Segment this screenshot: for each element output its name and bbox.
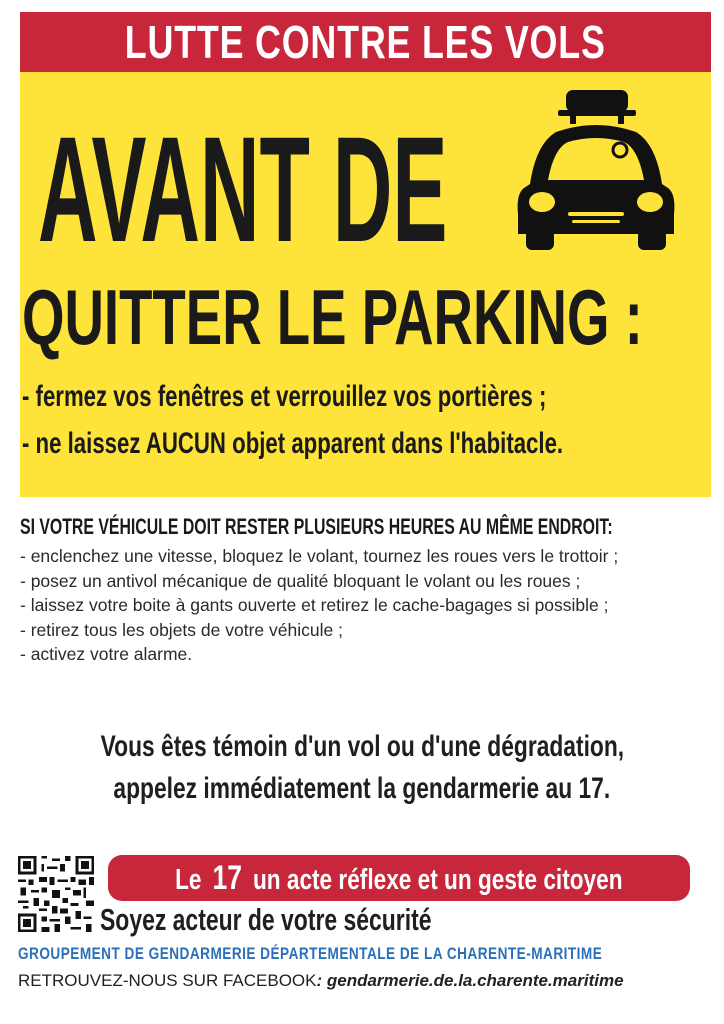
facebook-line xyxy=(18,971,624,991)
advice-item: - activez votre alarme. xyxy=(20,644,193,664)
headline-line1: AVANT DE xyxy=(38,105,448,273)
slogan-rest: un acte réflexe et un geste citoyen xyxy=(253,863,623,896)
headline-box xyxy=(20,72,711,497)
witness-text-2: appelez immédiatement la gendarmerie au 17. xyxy=(113,772,611,805)
advice-item: - posez un antivol mécanique de qualité bloquant le volant ou les roues ; xyxy=(20,570,581,591)
title-banner xyxy=(20,12,711,72)
facebook-label: RETROUVEZ-NOUS SUR FACEBOOK xyxy=(18,971,317,990)
facebook-handle[interactable]: : gendarmerie.de.la.charente.maritime xyxy=(316,971,624,990)
advice-item: - retirez tous les objets de votre véhicule ; xyxy=(20,619,343,640)
advice-list xyxy=(20,544,618,667)
advice-item: - enclenchez une vitesse, bloquez le volant, tournez les roues vers le trottoir ; xyxy=(20,546,619,566)
slogan-banner xyxy=(108,855,690,901)
advice-title: SI VOTRE VÉHICULE DOIT RESTER PLUSIEURS HEURES AU MÊME ENDROIT: xyxy=(20,514,613,539)
witness-text-1: Vous êtes témoin d'un vol ou d'une dégradation, xyxy=(100,730,624,763)
rule-item: - fermez vos fenêtres et verrouillez vos portières ; xyxy=(22,380,547,413)
advice-item: - laissez votre boite à gants ouverte et retirez le cache-bagages si possible ; xyxy=(20,595,609,615)
slogan-prefix: Le xyxy=(175,863,202,896)
car-icon xyxy=(508,84,684,254)
rule-item: - ne laissez AUCUN objet apparent dans l'habitacle. xyxy=(22,427,564,460)
qr-code-icon[interactable] xyxy=(18,856,94,932)
headline-line2: QUITTER LE PARKING : xyxy=(22,273,643,361)
groupement-name: GROUPEMENT DE GENDARMERIE DÉPARTEMENTALE DE LA CHARENTE-MARITIME xyxy=(18,944,603,963)
banner-title: LUTTE CONTRE LES VOLS xyxy=(125,16,606,68)
witness-line1 xyxy=(0,730,724,764)
witness-line2 xyxy=(0,772,724,806)
acteur-tagline: Soyez acteur de votre sécurité xyxy=(100,902,432,937)
slogan-number: 17 xyxy=(212,858,243,897)
slogan-text xyxy=(175,859,622,898)
